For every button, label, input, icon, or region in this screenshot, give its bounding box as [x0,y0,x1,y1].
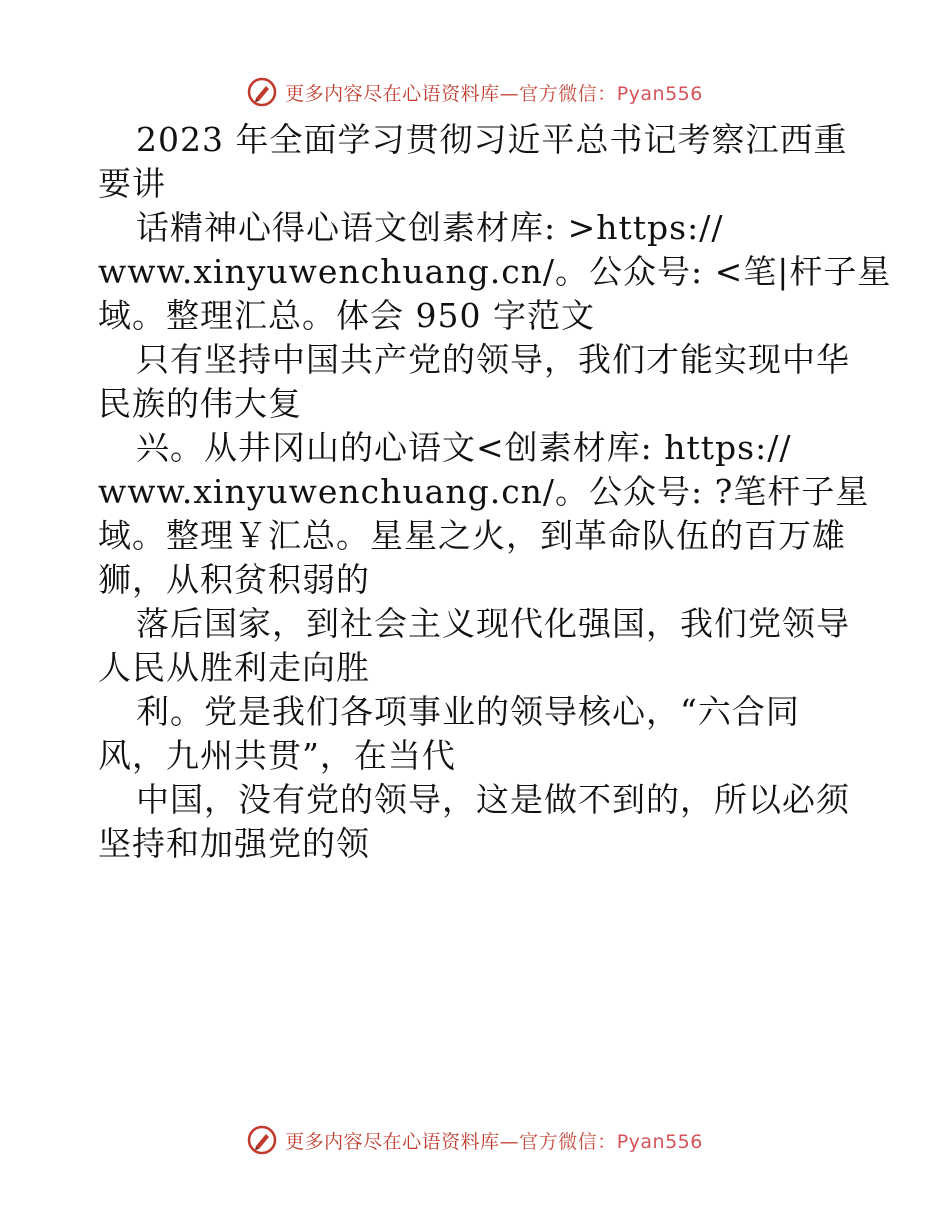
text-line: 中国，没有党的领导，这是做不到的，所以必须 [136,780,850,819]
text-line: 民族的伟大复 [98,384,302,423]
text-line: 风，九州共贯”，在当代 [98,736,456,775]
pen-logo-icon [247,1125,277,1155]
text-line: 落后国家，到社会主义现代化强国，我们党领导 [136,604,850,643]
text-line: 只有坚持中国共产党的领导，我们才能实现中华 [136,340,850,379]
text-line: 坚持和加强党的领 [98,824,370,863]
text-line: 2023 年全面学习贯彻习近平总书记考察江西重 [136,120,848,159]
text-line: www.xinyuwenchuang.cn/。公众号: <笔|杆子星 [98,252,892,291]
footer-watermark [0,1120,950,1160]
watermark-wechat-id: Pyan556 [616,1130,703,1153]
text-line: 域。整理￥汇总。星星之火，到革命队伍的百万雄 [98,516,846,555]
text-line: 狮，从积贫积弱的 [98,560,370,599]
text-line: 利。党是我们各项事业的领导核心，“六合同 [136,692,800,731]
watermark-site-name: 更多内容尽在心语资料库 [285,1130,500,1153]
text-line: 要讲 [98,164,166,203]
document-body [98,118,892,866]
watermark-wechat-label: —官方微信： [499,1130,617,1153]
header-watermark [0,72,950,112]
pen-logo-icon [247,77,277,107]
watermark-wechat-label: —官方微信： [499,82,617,105]
text-line: 话精神心得心语文创素材库: >https:// [136,208,724,247]
text-line: 域。整理汇总。体会 950 字范文 [98,296,595,335]
watermark-wechat-id: Pyan556 [616,82,703,105]
watermark-text [285,79,703,106]
text-line: 兴。从井冈山的心语文<创素材库: https:// [136,428,792,467]
text-line: 人民从胜利走向胜 [98,648,370,687]
watermark-site-name: 更多内容尽在心语资料库 [285,82,500,105]
watermark-text [285,1127,703,1154]
text-line: www.xinyuwenchuang.cn/。公众号: ?笔杆子星 [98,472,870,511]
